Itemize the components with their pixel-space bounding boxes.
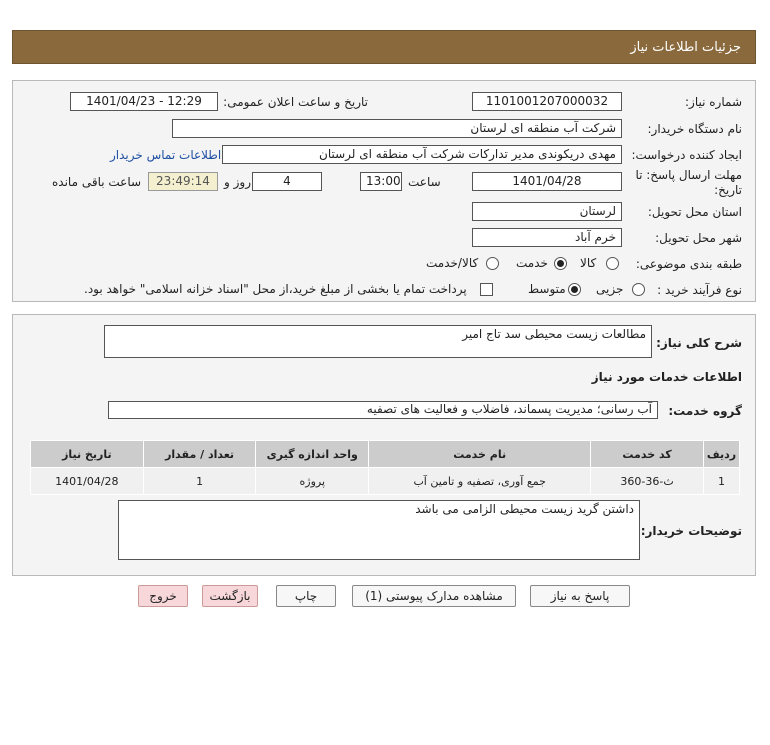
purchase-minor-radio[interactable]: [632, 283, 645, 296]
cell-row: 1: [703, 468, 739, 495]
buyer-org-field: شرکت آب منطقه ای لرستان: [172, 119, 622, 138]
days-remaining-field: 4: [252, 172, 322, 191]
reply-button[interactable]: پاسخ به نیاز: [530, 585, 630, 607]
city-field: خرم آباد: [472, 228, 622, 247]
deadline-date-field: 1401/04/28: [472, 172, 622, 191]
days-label: روز و: [224, 175, 251, 189]
cell-need-date: 1401/04/28: [31, 468, 144, 495]
col-unit: واحد اندازه گیری: [256, 441, 369, 468]
col-need-date: تاریخ نیاز: [31, 441, 144, 468]
purchase-type-label: نوع فرآیند خرید :: [657, 283, 742, 297]
purchase-medium-label: متوسط: [528, 282, 566, 296]
requester-label: ایجاد کننده درخواست:: [631, 148, 742, 162]
category-goods-service-radio[interactable]: [486, 257, 499, 270]
table-row: [31, 468, 740, 495]
table-header-row: [31, 441, 740, 468]
province-field: لرستان: [472, 202, 622, 221]
city-label: شهر محل تحویل:: [655, 231, 742, 245]
category-service-radio[interactable]: [554, 257, 567, 270]
cell-unit: پروژه: [256, 468, 369, 495]
attachments-button[interactable]: مشاهده مدارک پیوستی (1): [352, 585, 516, 607]
buyer-contact-link[interactable]: اطلاعات تماس خریدار: [110, 148, 222, 162]
exit-button[interactable]: خروج: [138, 585, 188, 607]
services-table: [30, 440, 740, 495]
service-group-field: آب رسانی؛ مدیریت پسماند، فاضلاب و فعالیت های تصفیه: [108, 401, 658, 419]
deadline-date-label: تاریخ:: [714, 183, 742, 197]
treasury-note: پرداخت تمام یا بخشی از مبلغ خرید،از محل "اسناد خزانه اسلامی" خواهد بود.: [84, 282, 467, 296]
cell-service-code: ث-36-360: [591, 468, 704, 495]
col-service-code: کد خدمت: [591, 441, 704, 468]
buyer-notes-field: داشتن گرید زیست محیطی الزامی می باشد: [118, 500, 640, 560]
need-number-label: شماره نیاز:: [685, 95, 742, 109]
page-header: [12, 30, 756, 64]
summary-field: مطالعات زیست محیطی سد تاج امیر: [104, 325, 652, 358]
announce-date-label: تاریخ و ساعت اعلان عمومی:: [223, 95, 368, 109]
deadline-label: مهلت ارسال پاسخ: تا: [635, 168, 742, 182]
province-label: استان محل تحویل:: [647, 205, 742, 219]
purchase-minor-label: جزیی: [596, 282, 624, 296]
cell-quantity: 1: [143, 468, 256, 495]
print-button[interactable]: چاپ: [276, 585, 336, 607]
page-title: جزئیات اطلاعات نیاز: [630, 40, 741, 55]
col-row: ردیف: [703, 441, 739, 468]
deadline-time-field: 13:00: [360, 172, 402, 191]
treasury-checkbox[interactable]: [480, 283, 493, 296]
cell-service-name: جمع آوری، تصفیه و تامین آب: [369, 468, 591, 495]
services-heading: اطلاعات خدمات مورد نیاز: [591, 370, 742, 384]
summary-label: شرح کلی نیاز:: [656, 336, 742, 350]
remaining-time-field: 23:49:14: [148, 172, 218, 191]
buyer-org-label: نام دستگاه خریدار:: [647, 122, 742, 136]
category-goods-radio[interactable]: [606, 257, 619, 270]
col-quantity: تعداد / مقدار: [143, 441, 256, 468]
need-number-field: 1101001207000032: [472, 92, 622, 111]
buyer-notes-label: توضیحات خریدار:: [640, 524, 742, 538]
deadline-time-label: ساعت: [408, 175, 441, 189]
service-group-label: گروه خدمت:: [668, 404, 742, 418]
category-goods-service-label: کالا/خدمت: [426, 256, 479, 270]
requester-field: مهدی دریکوندی مدیر تدارکات شرکت آب منطقه ای لرستان: [222, 145, 622, 164]
remaining-time-label: ساعت باقی مانده: [52, 175, 142, 189]
category-goods-label: کالا: [580, 256, 597, 270]
category-label: طبقه بندی موضوعی:: [635, 257, 742, 271]
purchase-medium-radio[interactable]: [568, 283, 581, 296]
back-button[interactable]: بازگشت: [202, 585, 258, 607]
announce-date-field: 1401/04/23 - 12:29: [70, 92, 218, 111]
col-service-name: نام خدمت: [369, 441, 591, 468]
category-service-label: خدمت: [516, 256, 548, 270]
services-table-wrapper: [30, 440, 740, 495]
